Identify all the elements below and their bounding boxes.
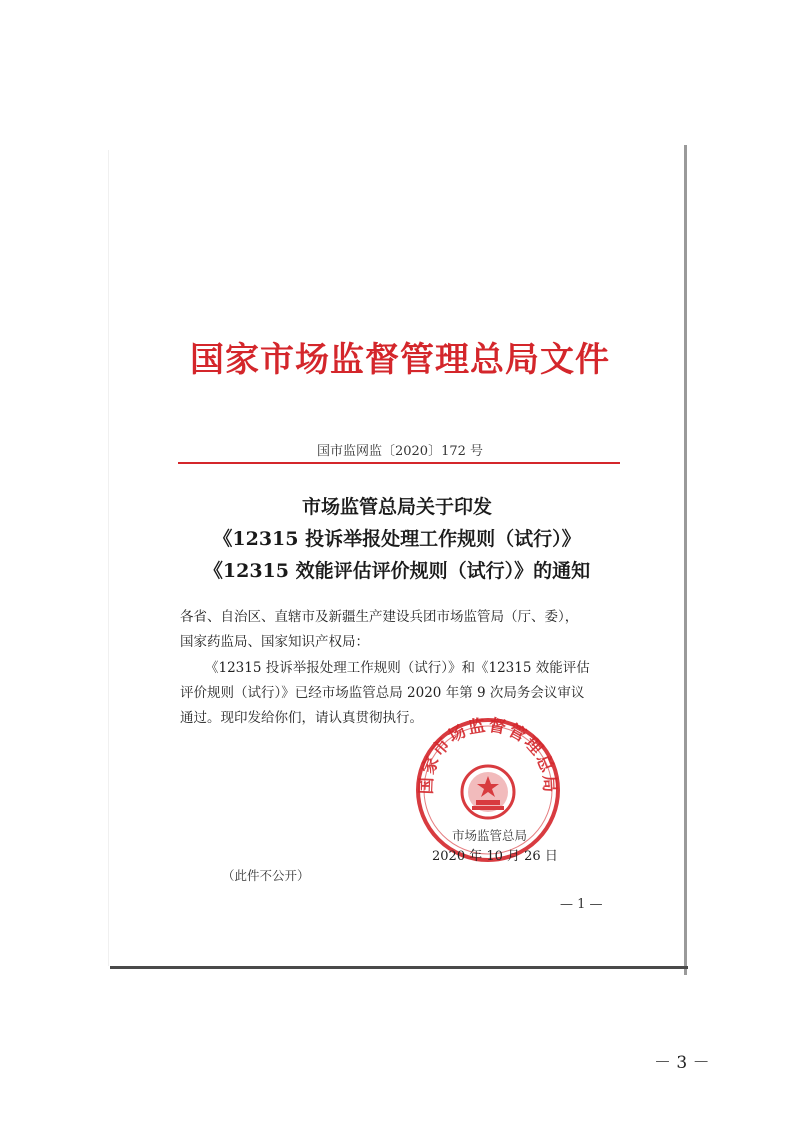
national-emblem-icon [462, 766, 514, 818]
body-paragraph-line-3: 通过。现印发给你们，请认真贯彻执行。 [180, 710, 423, 726]
body-paragraph-line-1: 《12315 投诉举报处理工作规则（试行）》和《12315 效能评估 [205, 660, 590, 676]
inner-page-number: — 1 — [560, 897, 603, 912]
notice-title-line-1: 市场监管总局关于印发 [301, 496, 492, 518]
not-public-note: （此件不公开） [222, 868, 310, 883]
notice-title-line-2: 《12315 投诉举报处理工作规则（试行）》 [213, 528, 581, 550]
signing-organization: 市场监管总局 [452, 828, 528, 843]
recipients-line-2: 国家药监局、国家知识产权局： [180, 634, 369, 650]
agency-header-title: 国家市场监督管理总局文件 [190, 340, 610, 380]
recipients-line-1: 各省、自治区、直辖市及新疆生产建设兵团市场监管局（厅、委）， [180, 609, 579, 625]
signing-date: 2020 年 10 月 26 日 [432, 849, 558, 864]
scan-page-shadow-bottom [110, 966, 688, 969]
red-divider-line [178, 462, 620, 464]
body-paragraph-line-2: 评价规则（试行）》已经市场监管总局 2020 年第 9 次局务会议审议 [180, 685, 585, 701]
document-number: 国市监网监〔2020〕172 号 [316, 444, 484, 459]
svg-text:国家市场监督管理总局: 国家市场监督管理总局 [416, 716, 560, 795]
outer-page-number: － 3 － [654, 1053, 710, 1073]
notice-title-line-3: 《12315 效能评估评价规则（试行）》的通知 [203, 560, 591, 582]
